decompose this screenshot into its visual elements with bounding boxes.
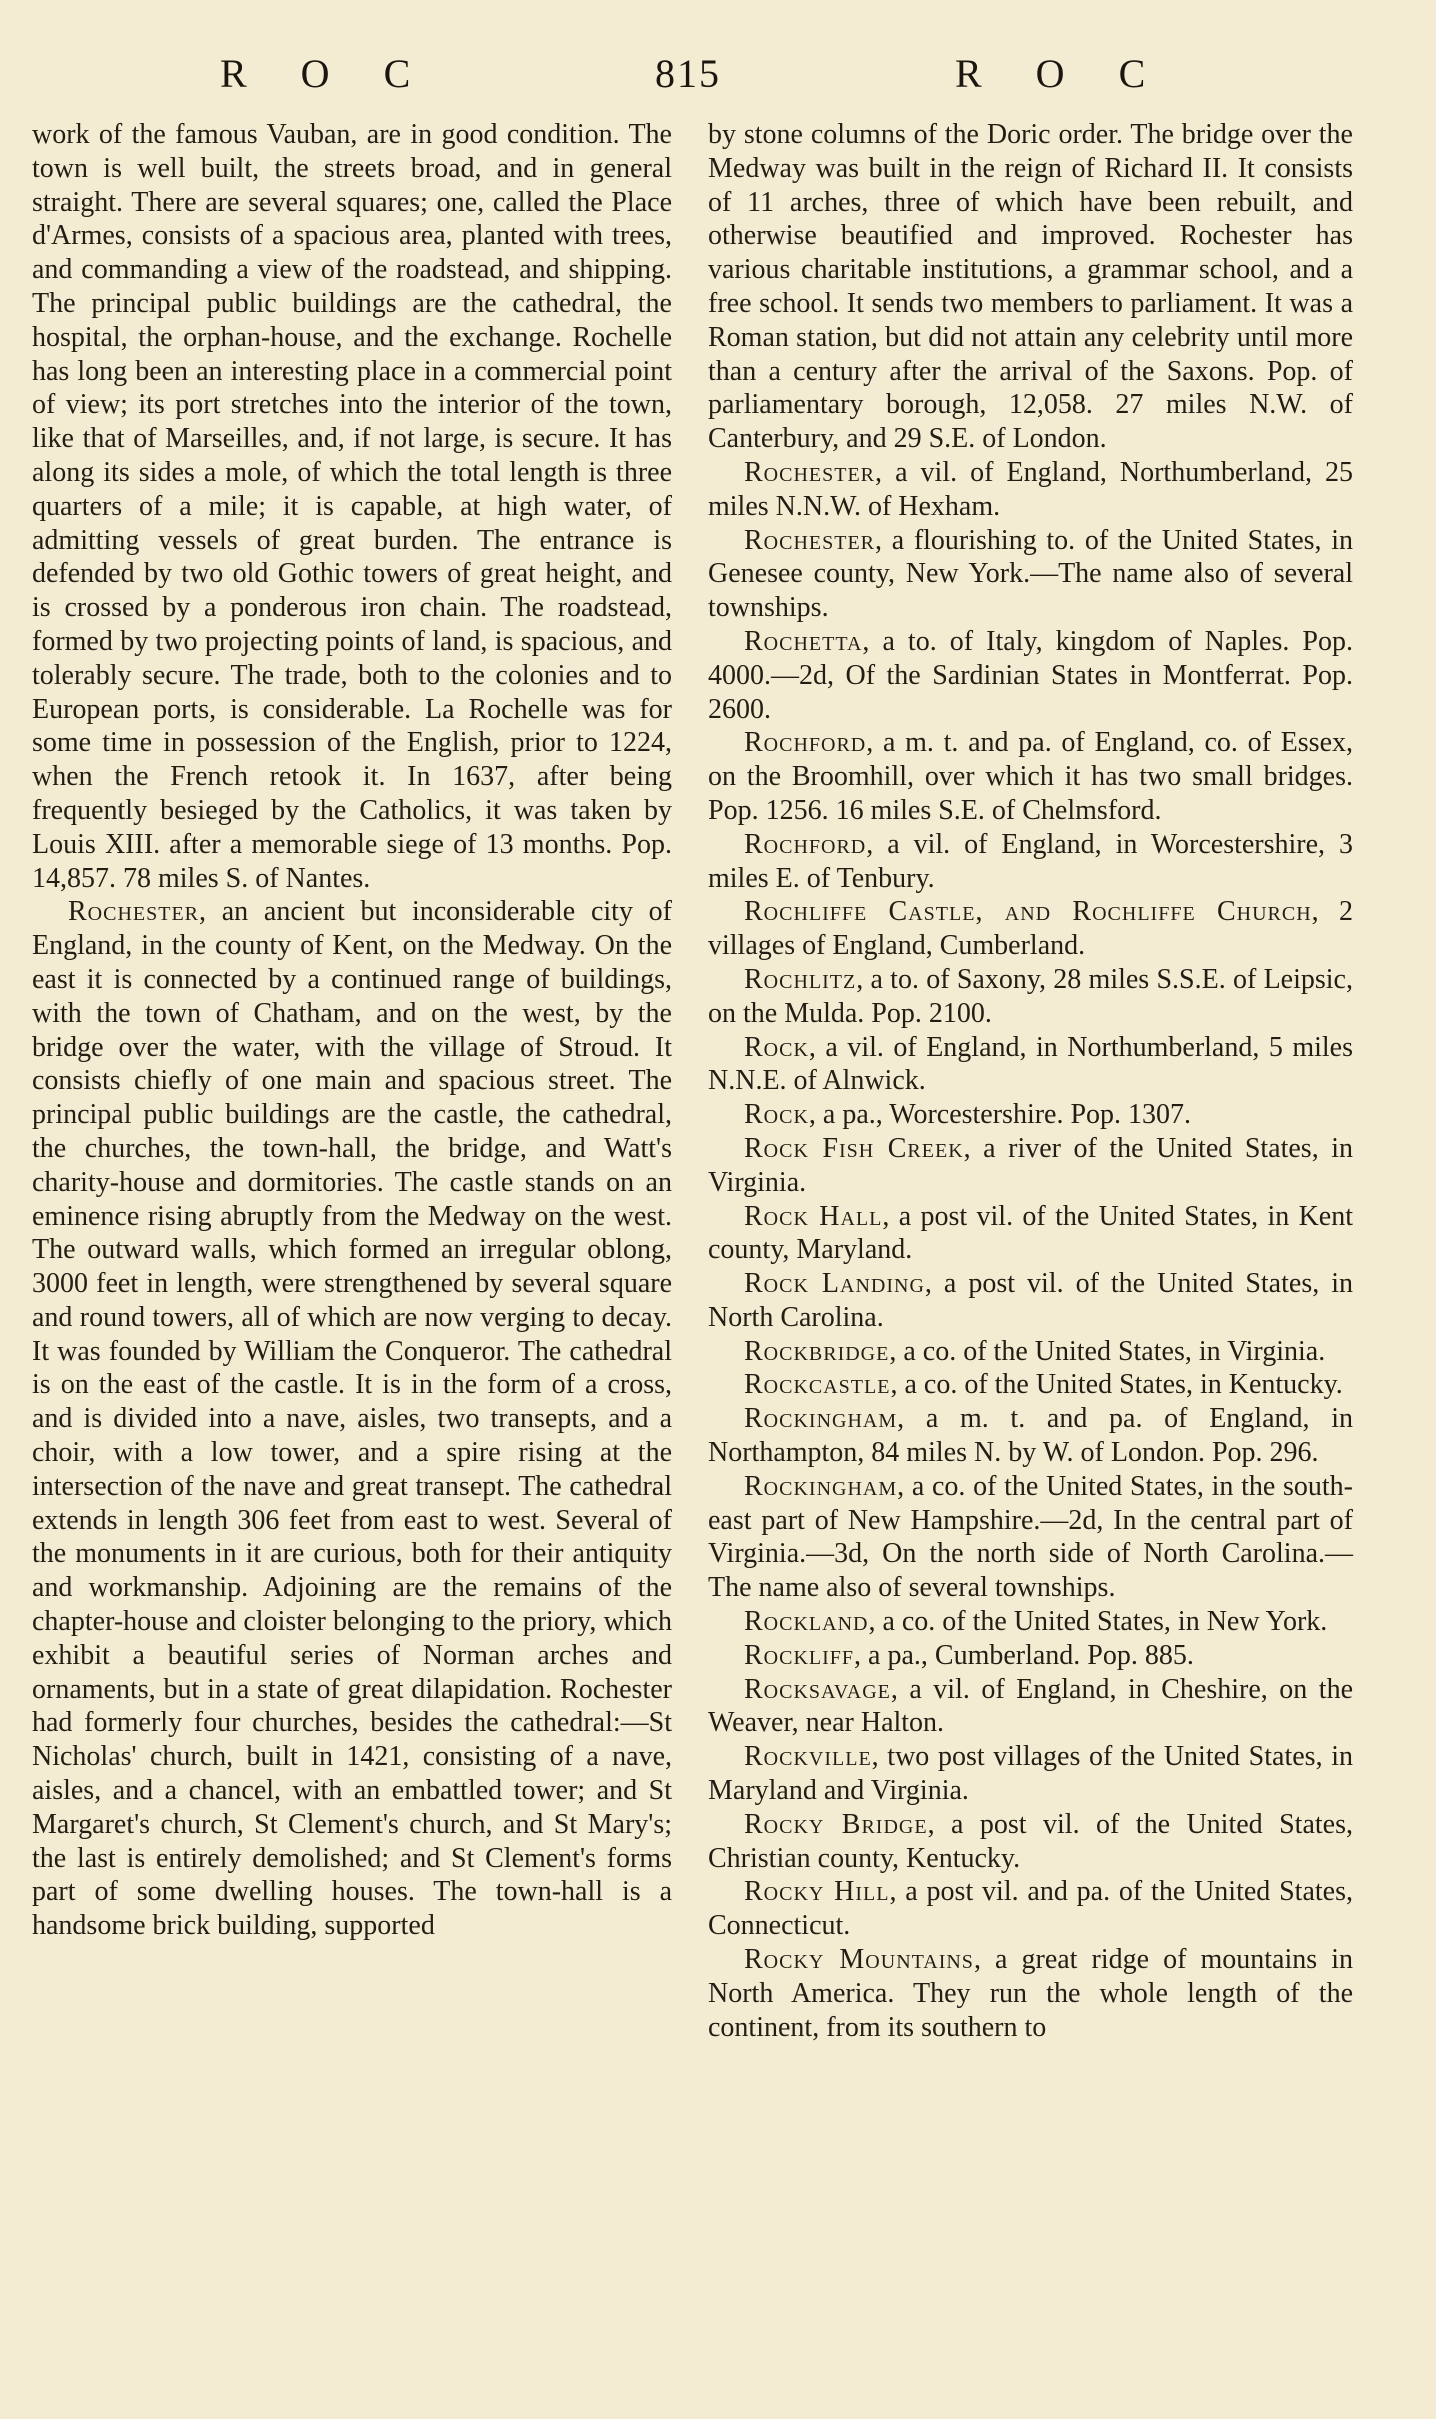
- entry-text: , a co. of the United States, in Kentucky.: [890, 1369, 1343, 1401]
- entry-headword: Rock Fish Creek: [744, 1132, 964, 1164]
- entry-text: , a co. of the United States, in Virginia.: [889, 1335, 1326, 1367]
- entry-headword: Rochester: [744, 456, 876, 488]
- header-left-guide: R O C: [220, 51, 433, 96]
- left-column: [32, 118, 672, 1943]
- entry-headword: Rockville: [744, 1741, 872, 1773]
- page-number: 815: [655, 51, 721, 96]
- entry-headword: Rock Landing: [744, 1268, 925, 1300]
- entry-text: , a great ridge of mountains in North America. They run the whole length of the continent, from its southern to: [708, 1944, 1354, 2043]
- entry-text: , two post villages of the United States, in Maryland and Virginia.: [708, 1741, 1353, 1807]
- entry-text: , an ancient but inconsiderable city of England, in the county of Kent, on the Medway. On the east it is connected by a continued range of buildings, with the town of Chatham, and on the west, by the bridge over the water, with the village of Stroud. It consists chiefly of one main and spacious street. The principal public buildings are the castle, the cathedral, the churches, the town-hall, the bridge, and Watt's charity-house and dormitories. The castle stands on an eminence rising abruptly from the Medway on the west. The outward walls, which formed an irregular oblong, 3000 feet in length, were strengthened by several square and round towers, all of which are now verging to decay. It was founded by William the Conqueror. The cathedral is on the east of the castle. It is in the form of a cross, and is divided into a nave, aisles, two transepts, and a choir, with a low tower, and a spire rising at the intersection of the nave and great transept. The cathedral extends in length 306 feet from east to west. Several of the monuments in it are curious, both for their antiquity and workmanship. Adjoining are the remains of the chapter-house and cloister belonging to the priory, which exhibit a beautiful series of Norman arches and ornaments, but in a state of great dilapidation. Rochester had formerly four churches, besides the cathedral:—St Nicholas' church, built in 1421, consisting of a nave, aisles, and a chancel, with an embattled tower; and St Margaret's church, St Clement's church, and St Mary's; the last is entirely demolished; and St Clement's forms part of some dwelling houses. The town-hall is a handsome brick building, supported: [32, 896, 672, 1942]
- entry: [708, 1200, 1353, 1268]
- entry-headword: Rochester: [744, 524, 876, 556]
- entry-text: , a m. t. and pa. of England, in Northampton, 84 miles N. by W. of London. Pop. 296.: [708, 1403, 1353, 1469]
- page-header: [0, 50, 1436, 110]
- entry: [708, 726, 1353, 827]
- entry-headword: Rochford: [744, 828, 867, 860]
- entry-text: , a post vil. of the United States, Christian county, Kentucky.: [708, 1808, 1353, 1874]
- entry-text: , a pa., Worcestershire. Pop. 1307.: [808, 1099, 1192, 1131]
- entry-text: , a vil. of England, Northumberland, 25 miles N.N.W. of Hexham.: [708, 456, 1353, 522]
- header-right-guide: R O C: [955, 51, 1168, 96]
- entry-headword: Rochliffe Castle, and Rochliffe Church: [744, 896, 1312, 928]
- entry-headword: Rockbridge: [744, 1335, 890, 1367]
- entry-text: , a co. of the United States, in the south-east part of New Hampshire.—2d, In the central part of Virginia.—3d, On the north side of North Carolina.—The name also of several townships.: [708, 1470, 1353, 1604]
- entry-headword: Rock: [744, 1099, 809, 1131]
- entry-text: , a post vil. of the United States, in North Carolina.: [708, 1268, 1353, 1333]
- entry-headword: Rockliff: [744, 1639, 855, 1671]
- entry-headword: Rockingham: [744, 1470, 898, 1502]
- entry: [708, 963, 1353, 1031]
- entry-text: , a river of the United States, in Virginia.: [708, 1132, 1354, 1198]
- entry: [708, 1031, 1353, 1099]
- entry: [708, 895, 1353, 963]
- entry-headword: Rochester: [68, 896, 200, 928]
- entry-headword: Rochetta: [744, 625, 863, 657]
- entry-headword: Rock Hall: [744, 1200, 883, 1232]
- entry: [708, 524, 1353, 625]
- entry-text: , a flourishing to. of the United States, in Genesee county, New York.—The name also of several townships.: [708, 524, 1353, 624]
- continuation-paragraph: work of the famous Vauban, are in good condition. The town is well built, the streets broad, and in general straight. There are several squares; one, called the Place d'Armes, consists of a spacious area, planted with trees, and commanding a view of the roadstead, and shipping. The principal public buildings are the cathedral, the hospital, the orphan-house, and the exchange. Rochelle has long been an interesting place in a commercial point of view; its port stretches into the interior of the town, like that of Marseilles, and, if not large, is secure. It has along its sides a mole, of which the total length is three quarters of a mile; it is capable, at high water, of admitting vessels of great burden. The entrance is defended by two old Gothic towers of great height, and is crossed by a ponderous iron chain. The roadstead, formed by two projecting points of land, is spacious, and tolerably secure. The trade, both to the colonies and to European ports, is considerable. La Rochelle was for some time in possession of the English, prior to 1224, when the French retook it. In 1637, after being frequently besieged by the Catholics, it was taken by Louis XIII. after a memorable siege of 13 months. Pop. 14,857. 78 miles S. of Nantes.: [32, 119, 672, 894]
- column-divider: [686, 140, 687, 2360]
- entry-text: , a post vil. and pa. of the United States, Connecticut.: [708, 1876, 1353, 1942]
- entry: [708, 1402, 1353, 1470]
- entry-rochester-city: [32, 895, 672, 1943]
- entry-headword: Rockland: [744, 1606, 869, 1638]
- entry: [708, 1673, 1353, 1741]
- entry: [708, 456, 1353, 524]
- entry: [708, 1098, 1353, 1132]
- entry-text: , a vil. of England, in Worcestershire, 3 miles E. of Tenbury.: [708, 828, 1353, 894]
- entry: [708, 1808, 1353, 1876]
- entry-text: , a vil. of England, in Northumberland, 5 miles N.N.E. of Alnwick.: [708, 1031, 1353, 1097]
- entry-headword: Rocksavage: [744, 1673, 891, 1705]
- entry: [708, 828, 1353, 896]
- entry-text: , a post vil. of the United States, in Kent county, Maryland.: [708, 1200, 1353, 1266]
- entry-text: , a to. of Saxony, 28 miles S.S.E. of Leipsic, on the Mulda. Pop. 2100.: [708, 963, 1353, 1029]
- entry: [708, 1605, 1353, 1639]
- entry-text: , a to. of Italy, kingdom of Naples. Pop. 4000.—2d, Of the Sardinian States in Montferrat. Pop. 2600.: [708, 625, 1353, 725]
- entry-headword: Rocky Hill: [744, 1876, 890, 1908]
- entry: [708, 625, 1353, 726]
- entry: [708, 1132, 1353, 1200]
- entry: [708, 1875, 1353, 1943]
- entry: [708, 1943, 1353, 2044]
- entry-headword: Rockcastle: [744, 1369, 891, 1401]
- continuation-paragraph: by stone columns of the Doric order. The bridge over the Medway was built in the reign of Richard II. It consists of 11 arches, three of which have been rebuilt, and otherwise beautified and improved. Rochester has various charitable institutions, a grammar school, and a free school. It sends two members to parliament. It was a Roman station, but did not attain any celebrity until more than a century after the arrival of the Saxons. Pop. of parliamentary borough, 12,058. 27 miles N.W. of Canterbury, and 29 S.E. of London.: [708, 119, 1353, 455]
- entry: [708, 1639, 1353, 1673]
- entry: [708, 1368, 1353, 1402]
- entry-headword: Rocky Mountains: [744, 1944, 974, 1976]
- entry-text: , a vil. of England, in Cheshire, on the Weaver, near Halton.: [708, 1673, 1353, 1739]
- entry-text: , a co. of the United States, in New York.: [868, 1606, 1328, 1638]
- entry-text: , a m. t. and pa. of England, co. of Essex, on the Broomhill, over which it has two small bridges. Pop. 1256. 16 miles S.E. of Chelmsford.: [708, 727, 1353, 826]
- entry: [708, 1740, 1353, 1808]
- entry-headword: Rockingham: [744, 1403, 898, 1435]
- entry: [708, 1267, 1353, 1335]
- entry-text: , 2 villages of England, Cumberland.: [708, 896, 1353, 962]
- entry: [708, 1470, 1353, 1605]
- entry-headword: Rocky Bridge: [744, 1808, 928, 1840]
- entry-text: , a pa., Cumberland. Pop. 885.: [854, 1639, 1194, 1671]
- entry-headword: Rock: [744, 1031, 809, 1063]
- right-column: [708, 118, 1353, 2044]
- entry-headword: Rochford: [744, 727, 867, 759]
- entry: [708, 1335, 1353, 1369]
- entry-headword: Rochlitz: [744, 963, 857, 995]
